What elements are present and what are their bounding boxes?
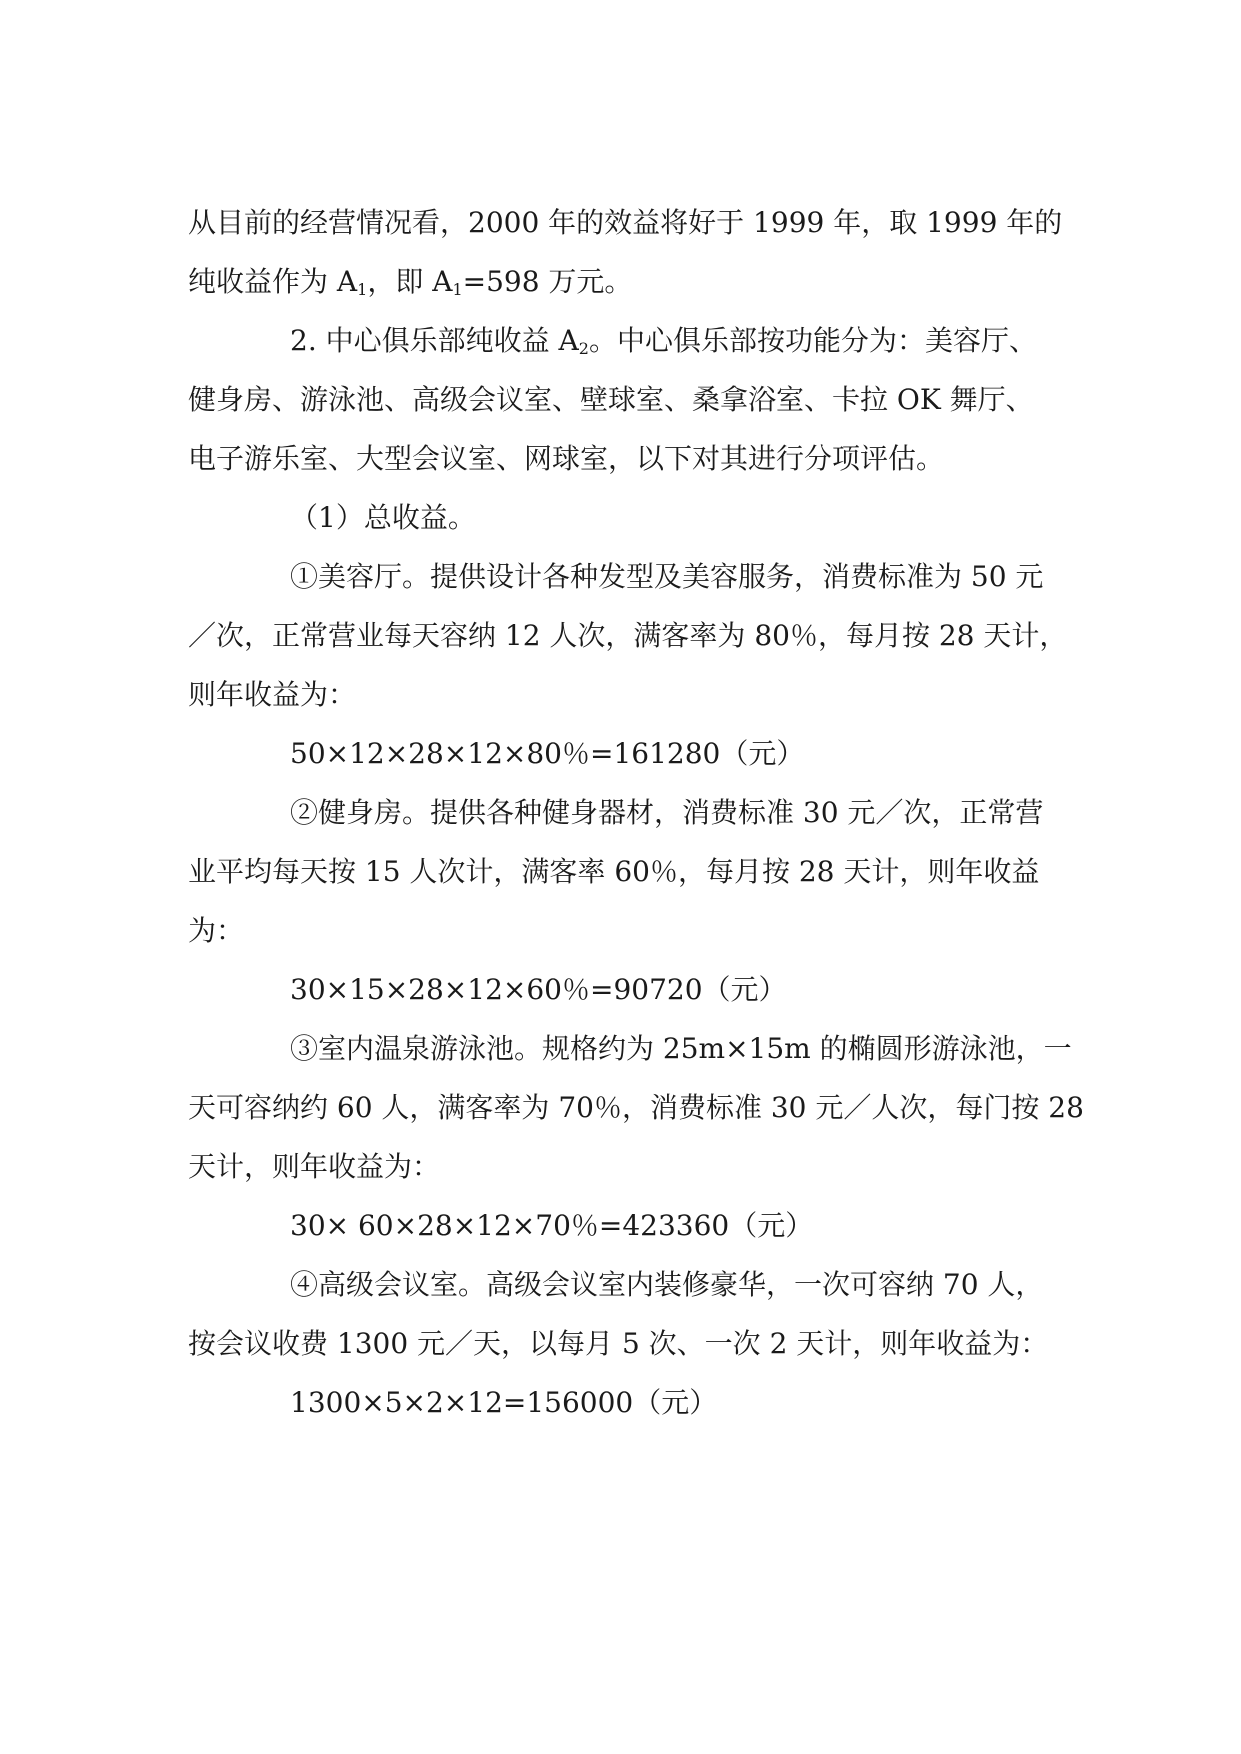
text-line: 30×15×28×12×60％=90720（元） [290,973,787,1006]
text-line: ③室内温泉游泳池。规格约为 25m×15m 的椭圆形游泳池，一 [290,1032,1072,1065]
text-line: （1）总收益。 [290,501,476,534]
subscript: 1 [452,280,463,299]
text-line: 1300×5×2×12=156000（元） [290,1386,718,1419]
text-line: 50×12×28×12×80％=161280（元） [290,737,805,770]
text-line: 业平均每天按 15 人次计，满客率 60％，每月按 28 天计，则年收益 [188,855,1040,888]
text-line: ①美容厅。提供设计各种发型及美容服务，消费标准为 50 元 [290,560,1044,593]
text-line: 按会议收费 1300 元／天，以每月 5 次、一次 2 天计，则年收益为： [188,1327,1049,1360]
text-line: 则年收益为： [188,678,357,711]
text-line [188,262,1068,302]
text-span: 纯收益作为 A [188,265,358,298]
text-line [290,321,1090,361]
text-span: 2. 中心俱乐部纯收益 A [290,324,579,357]
text-line: 健身房、游泳池、高级会议室、壁球室、桑拿浴室、卡拉 OK 舞厅、 [188,383,1034,416]
text-line: 天可容纳约 60 人，满客率为 70％，消费标准 30 元／人次，每门按 28 [188,1091,1084,1124]
text-span: ，即 A [367,265,453,298]
text-span: =598 万元。 [462,265,633,298]
text-line: 30× 60×28×12×70％=423360（元） [290,1209,814,1242]
text-line: ／次，正常营业每天容纳 12 人次，满客率为 80％，每月按 28 天计， [188,619,1068,652]
text-line: 为： [188,914,245,947]
text-line: 从目前的经营情况看，2000 年的效益将好于 1999 年，取 1999 年的 [188,206,1063,239]
subscript: 1 [357,280,368,299]
text-span: 。中心俱乐部按功能分为：美容厅、 [588,324,1037,357]
text-line: ④高级会议室。高级会议室内装修豪华，一次可容纳 70 人， [290,1268,1044,1301]
text-line: ②健身房。提供各种健身器材，消费标准 30 元／次，正常营 [290,796,1044,829]
subscript: 2 [578,339,589,358]
text-line: 电子游乐室、大型会议室、网球室，以下对其进行分项评估。 [188,442,945,475]
text-line: 天计，则年收益为： [188,1150,441,1183]
